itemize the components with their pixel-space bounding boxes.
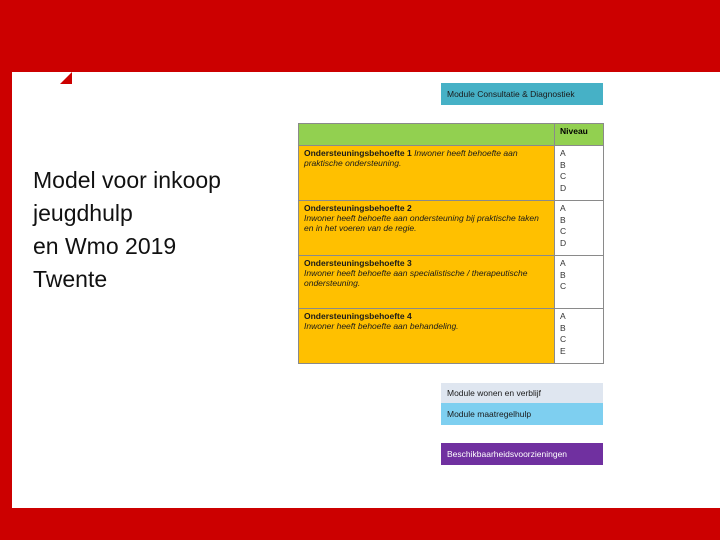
slide-corner-notch: [60, 72, 72, 84]
need-description-cell: [299, 201, 555, 256]
table-row: [299, 201, 604, 256]
table-row: [299, 309, 604, 364]
need-levels-cell: A B C: [555, 256, 604, 309]
header-empty-cell: [299, 124, 555, 146]
table-row: [299, 146, 604, 201]
need-text: Inwoner heeft behoefte aan behandeling.: [304, 321, 459, 331]
need-levels-cell: A B C D: [555, 201, 604, 256]
need-label: Ondersteuningsbehoefte 3: [304, 258, 412, 268]
slide-title: Model voor inkoop jeugdhulp en Wmo 2019 Twente: [33, 167, 221, 292]
need-description-cell: [299, 309, 555, 364]
module-consultatie-box: [441, 83, 603, 105]
need-levels-cell: A B C E: [555, 309, 604, 364]
header-level-cell: Niveau: [555, 124, 604, 146]
need-label: Ondersteuningsbehoefte 2: [304, 203, 412, 213]
need-description-cell: [299, 256, 555, 309]
bottom-bar: [0, 508, 720, 540]
need-levels-cell: A B C D: [555, 146, 604, 201]
need-label: Ondersteuningsbehoefte 1: [304, 148, 412, 158]
need-text: Inwoner heeft behoefte aan ondersteuning bij praktische taken en in het voeren van de regie.: [304, 213, 539, 233]
need-label: Ondersteuningsbehoefte 4: [304, 311, 412, 321]
module-wonen-label: Module wonen en verblijf: [447, 388, 542, 398]
module-maatregel-label: Module maatregelhulp: [447, 409, 532, 419]
need-text: Inwoner heeft behoefte aan praktische ondersteuning.: [304, 148, 518, 168]
beschikbaarheid-box: [441, 443, 603, 465]
module-maatregel-box: [441, 403, 603, 425]
module-consultatie-label: Module Consultatie & Diagnostiek: [447, 89, 575, 99]
need-description-cell: [299, 146, 555, 201]
table-header-row: [299, 124, 604, 146]
beschikbaarheid-label: Beschikbaarheidsvoorzieningen: [447, 449, 568, 459]
need-text: Inwoner heeft behoefte aan specialistische / therapeutische ondersteuning.: [304, 268, 528, 288]
module-wonen-box: [441, 383, 603, 403]
table-row: [299, 256, 604, 309]
needs-table: [298, 123, 604, 364]
